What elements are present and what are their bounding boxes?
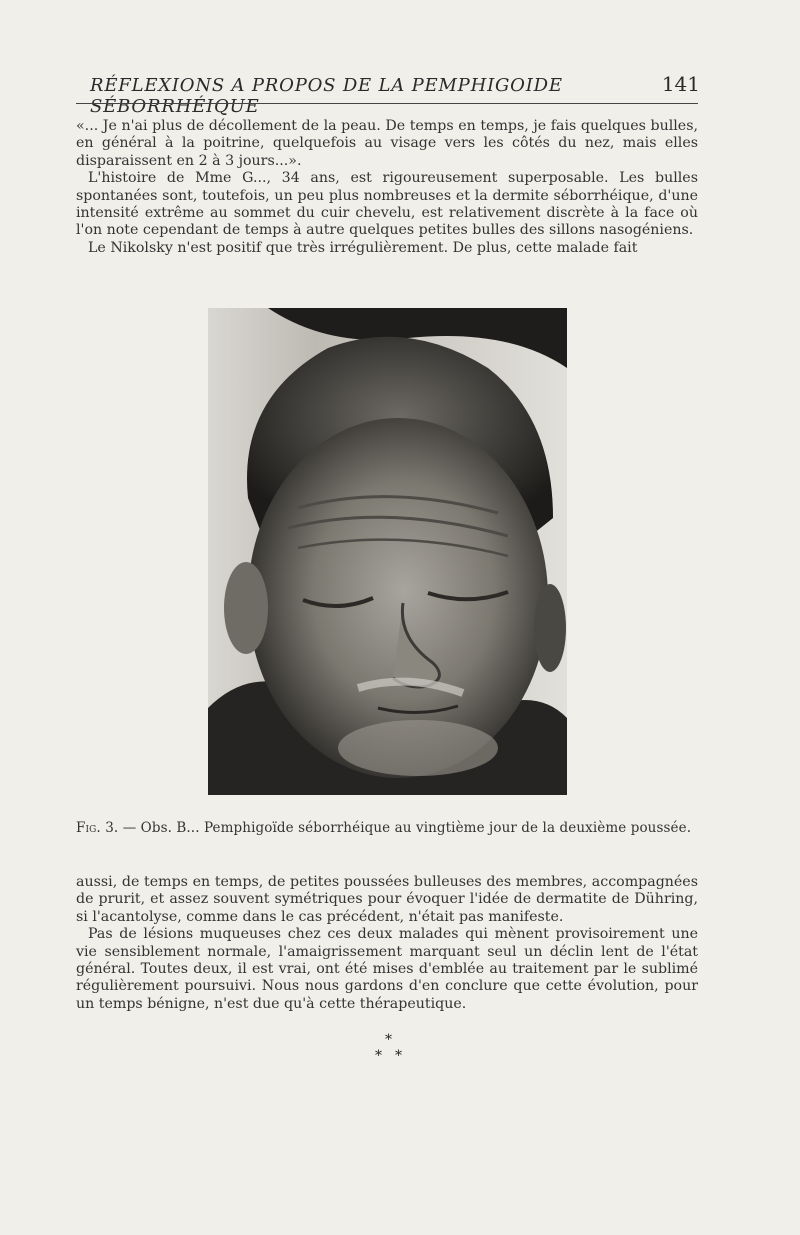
paragraph: aussi, de temps en temps, de petites poussées bulleuses des membres, accompagnées de prurit, et assez souvent symétriques pour évoquer l'idée de dermatite de Dühring, si l'acantolyse, comme dans le cas précédent, n'était pas manifeste. — [76, 874, 698, 925]
header-rule — [76, 103, 698, 104]
paragraph: «... Je n'ai plus de décollement de la peau. De temps en temps, je fais quelques bulles, en général à la poitrine, quelquefois au visage vers les côtés du nez, mais elles disparaissent en 2 à 3 jours...». — [76, 118, 698, 169]
figure-caption-text: — Obs. B... Pemphigoïde séborrhéique au vingtième jour de la deuxième poussée. — [122, 820, 692, 836]
asterisk: * — [385, 1032, 392, 1048]
body-text-top — [76, 118, 698, 257]
figure-label: Fig. 3. — [76, 820, 119, 836]
figure-photograph — [208, 308, 567, 795]
paragraph: Le Nikolsky n'est positif que très irrégulièrement. De plus, cette malade fait — [88, 239, 638, 256]
running-head — [90, 72, 700, 117]
page-number: 141 — [661, 72, 700, 96]
portrait-photo — [208, 308, 567, 795]
figure-caption — [76, 820, 698, 836]
asterisk: * — [375, 1048, 382, 1064]
paragraph: Pas de lésions muqueuses chez ces deux malades qui mènent provisoirement une vie sensiblement normale, l'amaigrissement marquant seul un déclin lent de l'état général. Toutes deux, il est vrai, ont été mises d'emblée au traitement par le sublimé régulièrement poursuivi. Nous nous gardons d'en conclure que cette évolution, pour un temps bénigne, n'est due qu'à cette thérapeutique. — [76, 926, 698, 1012]
paragraph: L'histoire de Mme G..., 34 ans, est rigoureusement superposable. Les bulles spontanées sont, toutefois, un peu plus nombreuses et la dermite séborrhéique, d'une intensité extrême au sommet du cuir chevelu, est relativement discrète à la face où l'on note cependant de temps à autre quelques petites bulles des sillons nasogéniens. — [76, 170, 698, 239]
asterisk: * — [395, 1048, 402, 1064]
body-text-bottom — [76, 874, 698, 1013]
section-break-asterism — [370, 1032, 410, 1072]
running-head-title: RÉFLEXIONS A PROPOS DE LA PEMPHIGOIDE SÉBORRHÉIQUE — [90, 75, 563, 117]
